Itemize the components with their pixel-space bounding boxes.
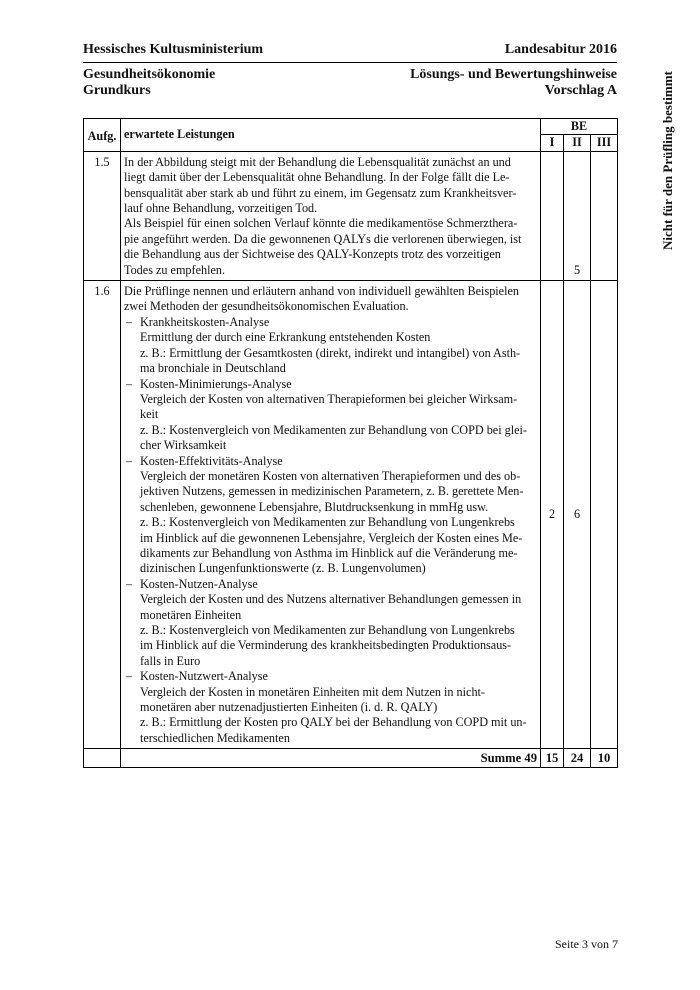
table-row-1-6	[84, 281, 618, 749]
sum-empty-cell	[84, 749, 121, 768]
method-title: Krankheitskosten-Analyse	[140, 314, 270, 329]
text-line: im Hinblick auf die Verminderung des krankheitsbedingten Produktionsaus-	[140, 638, 512, 653]
proposal-label: Vorschlag A	[544, 83, 617, 98]
text-line: monetären aber nutzenadjustierten Einheiten (i. d. R. QALY)	[140, 700, 438, 715]
text-line: cher Wirksamkeit	[140, 438, 227, 453]
header-divider	[83, 62, 617, 63]
dash-bullet: –	[126, 376, 133, 391]
text-line: die Behandlung aus der Sichtweise des QALY-Konzepts trotz des vorzeitigen	[124, 247, 501, 262]
text-line: liegt damit über der Lebensqualität ohne Behandlung. In der Folge fällt die Le-	[124, 170, 510, 185]
text-line: z. B.: Kostenvergleich von Medikamenten zur Behandlung von COPD bei glei-	[140, 422, 527, 437]
method-item	[124, 377, 537, 392]
task-number: 1.5	[84, 151, 121, 280]
method-title: Kosten-Nutzen-Analyse	[140, 576, 258, 591]
method-item	[124, 577, 537, 592]
text-line: In der Abbildung steigt mit der Behandlung die Lebensqualität zunächst an und	[124, 154, 511, 169]
method-title: Kosten-Minimierungs-Analyse	[140, 376, 292, 391]
points-i: 2	[541, 281, 564, 749]
text-line: keit	[140, 407, 159, 422]
dash-bullet: –	[126, 453, 133, 468]
text-line: dikaments zur Behandlung von Asthma im Hinblick auf die Veränderung me-	[140, 545, 518, 560]
method-title: Kosten-Effektivitäts-Analyse	[140, 453, 283, 468]
table-header-row-1	[84, 119, 618, 135]
text-line: Vergleich der monetären Kosten von alternativen Therapieformen und des ob-	[140, 468, 521, 483]
course-name: Grundkurs	[83, 83, 151, 98]
text-line: jektiven Nutzens, gemessen in medizinischen Parametern, z. B. gerettete Men-	[140, 484, 524, 499]
text-line: bensqualität aber stark ab und führt zu einem, im Gegensatz zum Krankheitsver-	[124, 185, 517, 200]
text-line: terschiedlichen Medikamenten	[140, 730, 290, 745]
text-line: z. B.: Kostenvergleich von Medikamenten zur Behandlung von Lungenkrebs	[140, 623, 515, 637]
col-expected-header: erwartete Leistungen	[121, 119, 541, 152]
col-task-header: Aufg.	[84, 119, 121, 152]
text-line: lauf ohne Behandlung, vorzeitigen Tod.	[124, 201, 318, 216]
method-item	[124, 669, 537, 684]
points-ii: 6	[564, 281, 591, 749]
method-item	[124, 454, 537, 469]
table-row-1-5	[84, 151, 618, 280]
text-line: Vergleich der Kosten und des Nutzens alternativer Behandlungen gemessen in	[140, 592, 522, 607]
page-number: Seite 3 von 7	[555, 937, 618, 951]
points-ii: 5	[564, 151, 591, 280]
text-line: Die Prüflinge nennen und erläutern anhand von individuell gewählten Beispielen	[124, 284, 519, 299]
grading-table	[83, 118, 618, 768]
sum-iii: 10	[591, 749, 618, 768]
dash-bullet: –	[126, 669, 133, 684]
dash-bullet: –	[126, 314, 133, 329]
text-line: dizinischen Lungenfunktionswerte (z. B. Lungenvolumen)	[140, 561, 426, 576]
sum-i: 15	[541, 749, 564, 768]
col-i-header: I	[541, 135, 564, 151]
text-line: z. B.: Kostenvergleich von Medikamenten zur Behandlung von Lungenkrebs	[140, 515, 515, 530]
text-line: Vergleich der Kosten von alternativen Therapieformen bei gleicher Wirksam-	[140, 391, 518, 406]
exam-name: Landesabitur 2016	[504, 42, 617, 57]
text-line: falls in Euro	[140, 653, 201, 668]
text-line: Als Beispiel für einen solchen Verlauf könnte die medikamentöse Schmerzthera-	[124, 216, 518, 231]
points-iii	[591, 281, 618, 749]
sum-row	[84, 749, 618, 768]
document-type: Lösungs- und Bewertungshinweise	[410, 67, 617, 82]
method-item	[124, 315, 537, 330]
text-line: pie angeführt werden. Da die gewonnenen QALYs die verlorenen überwiegen, ist	[124, 231, 522, 246]
points-i	[541, 151, 564, 280]
task-text	[121, 151, 541, 280]
text-line: monetären Einheiten	[140, 607, 242, 622]
dash-bullet: –	[126, 576, 133, 591]
text-line: Vergleich der Kosten in monetären Einheiten mit dem Nutzen in nicht-	[140, 684, 485, 699]
sum-ii: 24	[564, 749, 591, 768]
task-text	[121, 281, 541, 749]
sum-label: Summe 49	[121, 749, 541, 768]
text-line: z. B.: Ermittlung der Kosten pro QALY bei der Behandlung von COPD mit un-	[140, 715, 527, 730]
text-line: Todes zu empfehlen.	[124, 262, 226, 277]
subject-name: Gesundheitsökonomie	[83, 67, 216, 82]
text-line: Ermittlung der durch eine Erkrankung entstehenden Kosten	[140, 330, 431, 345]
text-line: z. B.: Ermittlung der Gesamtkosten (direkt, indirekt und intangibel) von Asth-	[140, 345, 521, 360]
method-title: Kosten-Nutzwert-Analyse	[140, 669, 268, 684]
text-line: im Hinblick auf die gewonnenen Lebensjahre, Vergleich der Kosten eines Me-	[140, 530, 523, 545]
text-line: zwei Methoden der gesundheitsökonomischen Evaluation.	[124, 299, 409, 314]
task-number: 1.6	[84, 281, 121, 749]
col-ii-header: II	[564, 135, 591, 151]
side-note: Nicht für den Prüfling bestimmt	[660, 71, 675, 250]
text-line: schenleben, gewonnene Lebensjahre, Blutdrucksenkung in mmHg usw.	[140, 499, 489, 514]
col-iii-header: III	[591, 135, 618, 151]
col-be-header: BE	[541, 119, 618, 135]
ministry-name: Hessisches Kultusministerium	[83, 42, 264, 57]
points-iii	[591, 151, 618, 280]
text-line: ma bronchiale in Deutschland	[140, 361, 286, 376]
